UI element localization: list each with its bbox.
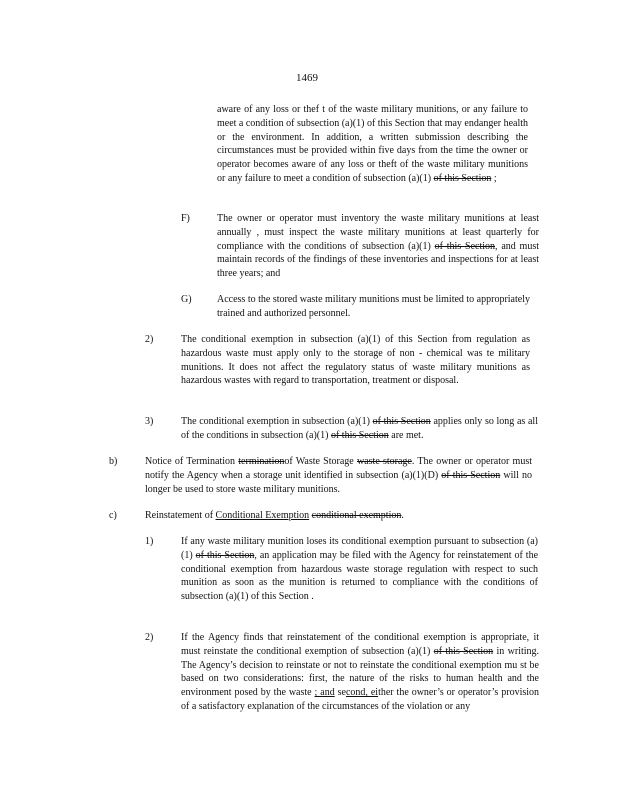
struck-text: of this Section xyxy=(195,549,255,561)
underlined-text: cond, ei xyxy=(345,687,379,699)
struck-text: of this Section xyxy=(433,172,492,184)
struck-text: termination xyxy=(238,456,285,467)
subsection-c1-text: If any waste military munition loses its conditional exemption pursuant to subsection (a)(1) of this Section, an application may be filed with the Agency for reinstatement of the conditional exemption from hazardous waste storage regulation with respect to such munition as soon as the munition is returned to compliance with the conditions of subsection (a)(1) of this Section . xyxy=(181,536,539,603)
struck-text: waste storage xyxy=(356,456,412,467)
struck-text: conditional exemption xyxy=(311,510,402,521)
struck-text: of this Section xyxy=(433,645,494,657)
subsection-g-text: Access to the stored waste military munitions must be limited to appropriately trained and authorized personnel. xyxy=(217,294,530,319)
subsection-c-heading: Reinstatement of Conditional Exemption conditional exemption. xyxy=(145,510,404,521)
underlined-text: Conditional Exemption xyxy=(215,510,310,521)
subsection-c-label: c) xyxy=(109,510,117,521)
item-2-label: 2) xyxy=(145,334,154,345)
struck-text: of this Section xyxy=(441,469,501,481)
subsection-g-label: G) xyxy=(181,294,192,305)
subsection-e-continuation: aware of any loss or thef t of the waste military munitions, or any failure to meet a condition of subsection (a)(1) of this Section that may endanger health or the environment. In addition, a written submission describing the circumstances must be provided within five days from the time the owner or operator becomes aware of any loss or theft of the waste military munitions or any failure to meet a condition of subsection (a)(1) of this Section ; xyxy=(217,104,529,184)
subsection-b-label: b) xyxy=(109,456,118,467)
item-3-text: The conditional exemption in subsection (a)(1) of this Section applies only so long as all of the conditions in subsection (a)(1) of this Section are met. xyxy=(181,416,538,441)
subsection-c2-text: If the Agency finds that reinstatement of the conditional exemption is appropriate, it must reinstate the conditional exemption of subsection (a)(1) of this Section in writing. The Agency’s decision to reinstate or not to reinstate the conditional exemption mu st be based on two considerations: first, the nature of the risks to human health and the environment posed by the waste ; and second, either the owner’s or operator’s provision of a satisfactory explanation of the circumstances of the violation or any xyxy=(181,632,540,712)
item-2-text: The conditional exemption in subsection (a)(1) of this Section from regulation as hazardous waste must apply only to the storage of non - chemical was te military munitions. It does not affect the regulatory status of waste military munitions as hazardous wastes with regard to transportation, treatment or disposal. xyxy=(181,334,530,387)
struck-text: of this Section xyxy=(330,429,389,441)
subsection-b-text: Notice of Termination terminationof Waste Storage waste storage. The owner or operator must notify the Agency when a storage unit identified in subsection (a)(1)(D) of this Section will no longer be used to store waste military munitions. xyxy=(145,456,533,495)
subsection-f-text: The owner or operator must inventory the waste military munitions at least annually , must inspect the waste military munitions at least quarterly for compliance with the conditions of subsection (a)(1) of this Section, and must maintain records of the findings of these inventories and inspections for at least three years; and xyxy=(217,213,539,280)
subsection-f-label: F) xyxy=(181,213,190,224)
struck-text: of this Section xyxy=(372,416,431,427)
page-number: 1469 xyxy=(296,72,318,84)
item-3-label: 3) xyxy=(145,416,154,427)
subsection-c1-label: 1) xyxy=(145,536,154,547)
subsection-c2-label: 2) xyxy=(145,632,154,643)
underlined-text: ; and xyxy=(314,687,335,699)
struck-text: of this Section xyxy=(434,240,496,252)
